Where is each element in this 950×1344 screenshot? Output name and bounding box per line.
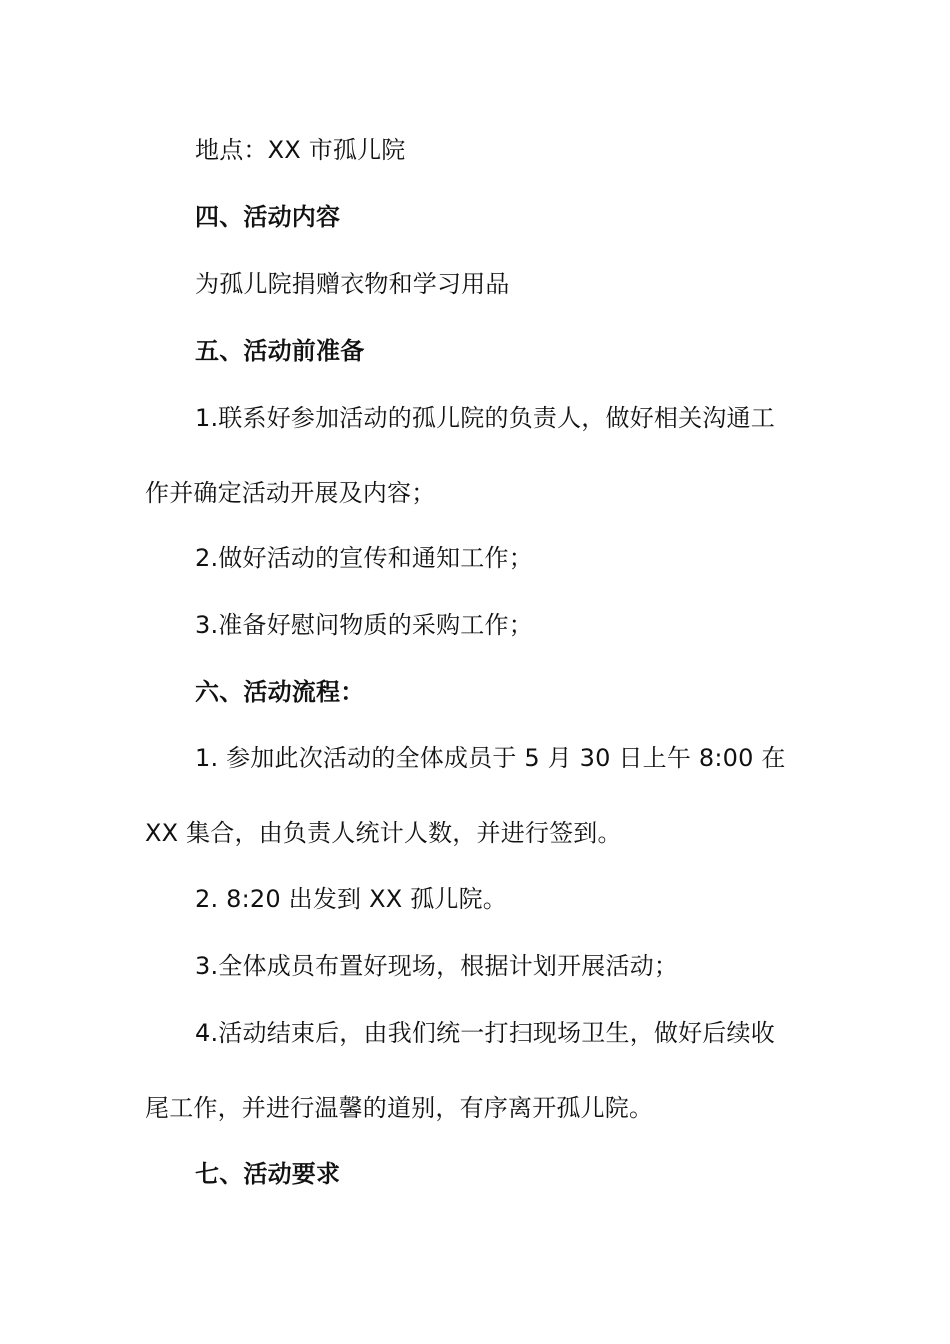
location-line: 地点：XX 市孤儿院: [195, 136, 406, 164]
process-item-1-line-2: XX 集合，由负责人统计人数，并进行签到。: [145, 819, 622, 847]
process-item-2: 2. 8:20 出发到 XX 孤儿院。: [195, 885, 507, 913]
process-item-3: 3.全体成员布置好现场，根据计划开展活动；: [195, 952, 679, 980]
process-item-4-line-1: 4.活动结束后，由我们统一打扫现场卫生，做好后续收: [195, 1019, 775, 1047]
process-item-4-line-2: 尾工作，并进行温馨的道别，有序离开孤儿院。: [145, 1094, 654, 1122]
content-line: 为孤儿院捐赠衣物和学习用品: [195, 270, 510, 298]
section-heading-preparation: 五、活动前准备: [195, 337, 365, 365]
prep-item-2: 2.做好活动的宣传和通知工作；: [195, 544, 533, 572]
section-heading-content: 四、活动内容: [195, 203, 341, 231]
section-heading-requirements: 七、活动要求: [195, 1160, 341, 1188]
process-item-1-line-1: 1. 参加此次活动的全体成员于 5 月 30 日上午 8:00 在: [195, 744, 786, 772]
prep-item-1-line-1: 1.联系好参加活动的孤儿院的负责人，做好相关沟通工: [195, 404, 775, 432]
section-heading-process: 六、活动流程：: [195, 678, 365, 706]
prep-item-1-line-2: 作并确定活动开展及内容；: [145, 479, 436, 507]
prep-item-3: 3.准备好慰问物质的采购工作；: [195, 611, 533, 639]
